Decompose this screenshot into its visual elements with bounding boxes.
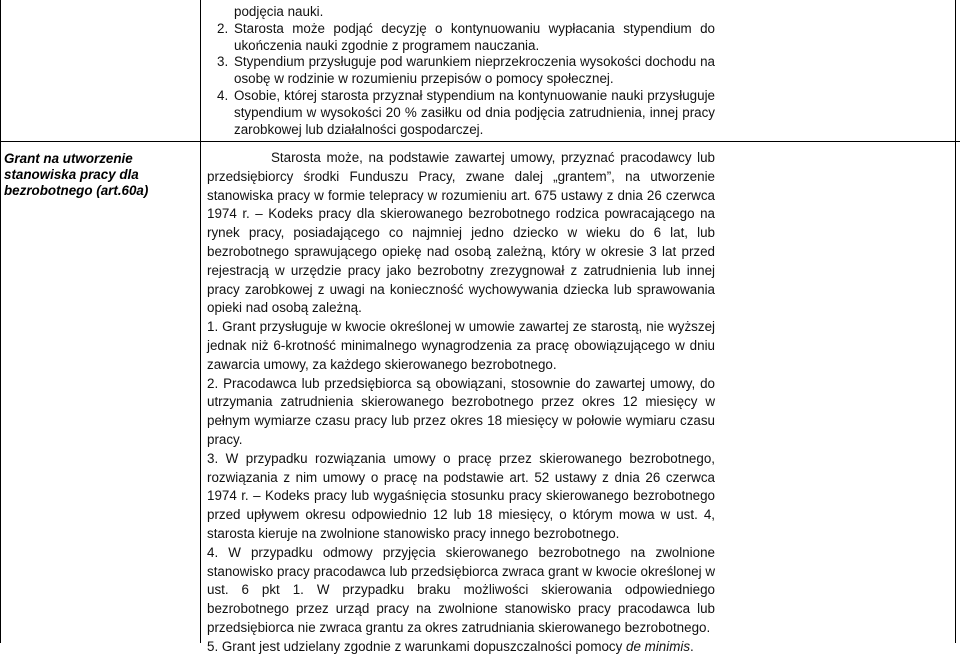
table-border-left: [0, 0, 1, 643]
table-border-right: [955, 0, 956, 643]
grant-paragraph-5-end: .: [690, 638, 694, 654]
grant-paragraph-2: 2. Pracodawca lub przedsiębiorca są obowiązani, stosownie do zawartej umowy, do utrzymania zatrudnienia skierowanego bezrobotnego przez okres 12 miesięcy w pełnym wymiarze czasu pracy lub przez okres 18 miesięcy w połowie wymiaru czasu pracy.: [207, 375, 715, 447]
list-item: [217, 88, 715, 138]
grant-paragraph-5: [207, 638, 715, 657]
grant-paragraph-5-text: 5. Grant jest udzielany zgodnie z warunkami dopuszczalności pomocy: [207, 638, 627, 654]
de-minimis-term: de minimis: [626, 638, 691, 654]
list-number: 3.: [217, 54, 229, 70]
list-item: [217, 21, 715, 55]
grant-paragraph-1: 1. Grant przysługuje w kwocie określonej w umowie zawartej ze starostą, nie wyższej jednak niż 6-krotność minimalnego wynagrodzenia za pracę obowiązującego w dniu zawarcia umowy, za każdego skierowanego bezrobotnego.: [207, 319, 715, 372]
continuation-line: podjęcia nauki.: [234, 4, 324, 19]
table-row-divider: [0, 141, 960, 142]
grant-intro: Starosta może, na podstawie zawartej umowy, przyznać pracodawcy lub przedsiębiorcy środki Funduszu Pracy, zwane dalej „grantem”, na utworzenie stanowiska pracy w formie telepracy w rozumieniu art. 675 ustawy z dnia 26 czerwca 1974 r. – Kodeks pracy dla skierowanego bezrobotnego rodzica powracającego na rynek pracy, posiadającego co najmniej jedno dziecko w wieku do 6 lat, lub bezrobotnego sprawującego opiekę nad osobą zależną, który w okresie 3 lat przed rejestracją w urzędzie pracy jako bezrobotny zrezygnował z zatrudnienia lub innej pracy zarobkowej z uwagi na konieczność wychowywania dziecka lub sprawowania opieki nad osobą zależną.: [207, 150, 715, 316]
list-number: 4.: [217, 87, 229, 103]
grant-description: [207, 149, 715, 657]
row-label-grant: Grant na utworzenie stanowiska pracy dla bezrobotnego (art.60a): [4, 151, 149, 198]
list-text: Starosta może podjąć decyzję o kontynuowaniu wypłacania stypendium do ukończenia nauki zgodnie z programem nauczania.: [234, 20, 715, 53]
list-number: 2.: [217, 20, 229, 36]
list-text: Stypendium przysługuje pod warunkiem nieprzekroczenia wysokości dochodu na osobę w rodzinie w rozumieniu przepisów o pomocy społecznej.: [234, 54, 715, 87]
list-text: Osobie, której starosta przyznał stypendium na kontynuowanie nauki przysługuje stypendium w wysokości 20 % zasiłku od dnia podjęcia zatrudnienia, innej pracy zarobkowej lub działalności gospodarczej.: [234, 87, 715, 137]
list-item: [217, 54, 715, 88]
table-border-middle: [200, 0, 201, 643]
stypendium-continuation: [217, 4, 715, 138]
grant-paragraph-4: 4. W przypadku odmowy przyjęcia skierowanego bezrobotnego na zwolnione stanowisko pracy pracodawca lub przedsiębiorca zwraca grant w kwocie określonej w ust. 6 pkt 1. W przypadku braku możliwości skierowania odpowiedniego bezrobotnego przez urząd pracy na zwolnione stanowisko pracy pracodawca lub przedsiębiorca nie zwraca grantu za okres zatrudniania skierowanego bezrobotnego.: [207, 544, 715, 635]
grant-paragraph-3: 3. W przypadku rozwiązania umowy o pracę przez skierowanego bezrobotnego, rozwiązania z nim umowy o pracę na podstawie art. 52 ustawy z dnia 26 czerwca 1974 r. – Kodeks pracy lub wygaśnięcia stosunku pracy skierowanego bezrobotnego przed upływem okresu odpowiednio 12 lub 18 miesięcy, o którym mowa w ust. 4, starosta kieruje na zwolnione stanowisko pracy innego bezrobotnego.: [207, 450, 715, 541]
